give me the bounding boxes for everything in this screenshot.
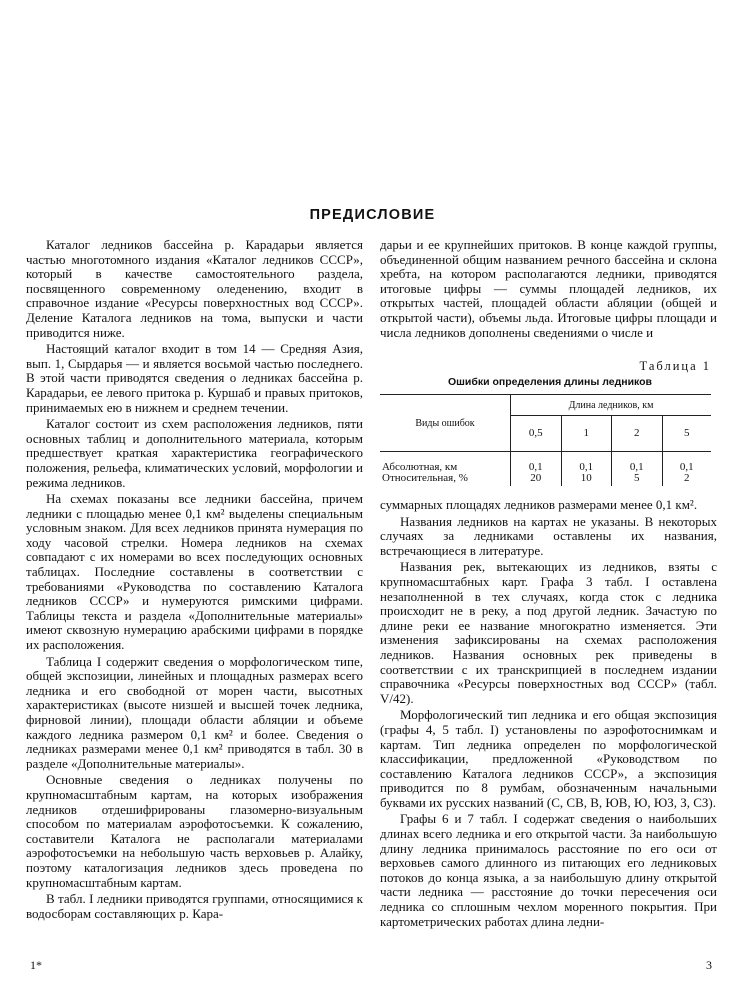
- table-row-label: Относительная, %: [382, 472, 468, 484]
- table-cell: 2: [662, 473, 711, 486]
- signature-mark: 1*: [30, 958, 42, 972]
- table-header-cell: 2: [612, 416, 663, 452]
- paragraph: Основные сведения о ледниках получены по крупномасштабным картам, на которых изображения ледников отдешифрированы глазомерно-визуальным способом по материалам аэрофотосъемки. К сожалению, составители Каталога не располагали материалами аэрофотосъемки на небольшую часть верховьев р. Алайку, поэтому каталогизация ледников здесь проведена по крупномасштабным картам.: [26, 772, 363, 890]
- table-row: [380, 452, 711, 474]
- right-column-top: [380, 238, 717, 340]
- table-cell: 0,1: [662, 452, 711, 474]
- paragraph: Каталог ледников бассейна р. Карадарьи является частью многотомного издания «Каталог ледников СССР», который в качестве самостоятельного раздела, посвященного современному оледенению, входит в справочное издание «Ресурсы поверхностных вод СССР». Деление Каталога ледников на тома, выпуски и части приводится ниже.: [26, 237, 363, 340]
- table-header-cell: 0,5: [511, 416, 562, 452]
- paragraph: Графы 6 и 7 табл. I содержат сведения о наибольших длинах всего ледника и его открытой части. За наибольшую длину ледника принималось расстояние по его оси от верховьев самого длинного из питающих его ледниковых потоков до конца языка, а за наибольшую длину открытой части ледника — расстояние до точки пересечения оси ледника со сплошным чехлом моренного покрытия. При картометрических работах длина ледни-: [380, 811, 717, 929]
- right-column-bottom: [380, 498, 717, 929]
- paragraph: Морфологический тип ледника и его общая экспозиция (графы 4, 5 табл. I) установлены по аэрофотоснимкам и картам. Тип ледника определен по морфологической классификации, предложенной «Руководством по составлению Каталога ледников СССР», а экспозиция приводится по 8 румбам, обозначенным начальными буквами их русских названий (С, СВ, В, ЮВ, Ю, ЮЗ, З, СЗ).: [380, 707, 717, 810]
- table-cell: 0,1: [561, 452, 612, 474]
- table-title: Ошибки определения длины ледников: [447, 376, 653, 388]
- table-header-kinds: Виды ошибок: [380, 395, 511, 452]
- errors-table: [380, 394, 711, 486]
- paragraph: В табл. I ледники приводятся группами, относящимися к водосборам составляющих р. Кара-: [26, 891, 363, 921]
- page-number: 3: [706, 958, 712, 972]
- table-cell: 0,1: [612, 452, 663, 474]
- table-row: [380, 473, 711, 486]
- table-row-label: Абсолютная, км: [382, 461, 458, 473]
- paragraph: Каталог состоит из схем расположения ледников, пяти основных таблиц и дополнительного материала, которым предшествует краткая характеристика географического положения, рельефа, климатических условий, морфологии и режима ледников.: [26, 416, 363, 490]
- paragraph: дарьи и ее крупнейших притоков. В конце каждой группы, объединенной общим названием речного бассейна и склона хребта, на котором располагаются ледники, приводятся итоговые цифры — суммы площадей ледников, их открытых частей, площадей области абляции (общей и открытой части), объемы льда. Итоговые цифры площади и числа ледников дополнены сведениями о числе и: [380, 237, 717, 340]
- table-label: Таблица 1: [639, 359, 711, 373]
- table-header-cell: 5: [662, 416, 711, 452]
- table-header-cell: 1: [561, 416, 612, 452]
- table-cell: 20: [511, 473, 562, 486]
- paragraph: суммарных площадях ледников размерами менее 0,1 км².: [380, 497, 698, 512]
- table-header-length: Длина ледников, км: [511, 395, 712, 416]
- paragraph: Названия ледников на картах не указаны. В некоторых случаях за ледниками оставлены их названия, встречающиеся в литературе.: [380, 513, 717, 558]
- table-cell: 0,1: [511, 452, 562, 474]
- paragraph: Таблица I содержит сведения о морфологическом типе, общей экспозиции, линейных и площадных размерах всего ледника и его свободной от морен части, высотных характеристиках (высоте низшей и высшей точек ледника, фирновой линии), площади области абляции и объеме каждого ледника размером 0,1 км² и более. Сведения о ледниках размерами менее 0,1 км² приводятся в табл. 30 в разделе «Дополнительные материалы».: [26, 653, 363, 771]
- paragraph: Названия рек, вытекающих из ледников, взяты с крупномасштабных карт. Графа 3 табл. I оставлена незаполненной в тех случаях, когда сток с ледника происходит не в реку, а под другой ледник. Зачастую по длине реки ее название многократно изменяется. Эти изменения зафиксированы на схемах расположения ледников. Названия основных рек приведены в соответствии с их транскрипцией в последнем издании справочника «Ресурсы поверхностных вод СССР» (табл. V/42).: [380, 559, 717, 706]
- table-cell: 10: [561, 473, 612, 486]
- paragraph: Настоящий каталог входит в том 14 — Средняя Азия, вып. 1, Сырдарья — и является восьмой частью последнего. В этой части приводятся сведения о ледниках бассейна р. Карадарьи, ее левого притока р. Куршаб и правых притоков, принимаемых ею в нижнем и среднем течении.: [26, 341, 363, 415]
- page-heading: ПРЕДИСЛОВИЕ: [309, 207, 436, 223]
- table-cell: 5: [612, 473, 663, 486]
- paragraph: На схемах показаны все ледники бассейна, причем ледники с площадью менее 0,1 км² выделены специальным условным знаком. Для всех ледников принята нумерация по ходу часовой стрелки. Номера ледников на схемах совпадают с их номерами во всех последующих основных таблицах. Последние составлены в соответствии с требованиями «Руководства по составлению Каталога ледников СССР» и нумеруются римскими цифрами. Таблицы текста и раздела «Дополнительные материалы» имеют сквозную нумерацию арабскими цифрами в порядке их расположения.: [26, 491, 363, 653]
- left-column: [26, 238, 363, 921]
